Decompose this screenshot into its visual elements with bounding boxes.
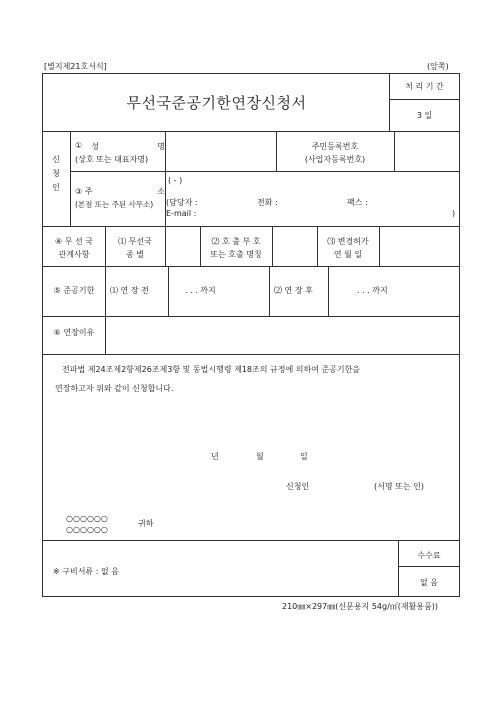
email-label: E-mail : [166, 209, 197, 218]
front-side-label: (앞쪽) [427, 62, 449, 71]
statement-line-1: 전파법 제24조제2항제26조제3항 및 동법시행령 제18조의 규정에 의하여 준공기한을 [62, 365, 361, 374]
page-title: 무선국준공기한연장신청서 [126, 94, 307, 112]
after-extension-value: . . . 까지 [357, 286, 388, 295]
phone-label: 전화 : [257, 198, 278, 207]
name-label: ① 성 명 (상호 또는 대표자명) [75, 141, 165, 164]
date-year: 년 [211, 452, 219, 461]
processing-period-label: 처 리 기 간 [405, 82, 444, 91]
close-paren: ) [452, 209, 456, 218]
regno-label: 주민등록번호 (사업자등록번호) [304, 142, 366, 164]
deadline-label: ⑤ 준공기한 [53, 286, 95, 295]
addressee: ○○○○○○ ○○○○○○ [66, 514, 108, 534]
station-label: ④ 무 선 국 관계사항 [55, 237, 93, 259]
callsign-label: ⑵ 호 출 부 호 또는 호출 명칭 [210, 237, 262, 259]
addressee-suffix: 귀하 [138, 519, 154, 528]
after-extension-label: ⑵ 연 장 후 [274, 286, 313, 295]
address-postcode: ( - ) [168, 176, 183, 185]
date-day: 일 [300, 452, 308, 461]
applicant-sign-label: 신청인 [286, 482, 310, 491]
reason-label: ⑥ 연장이유 [53, 328, 95, 337]
applicant-side-label: 신 청 인 [52, 155, 60, 192]
processing-period-value: 3 일 [416, 111, 433, 120]
station-kind-label: ⑴ 무선국 종 별 [118, 237, 152, 259]
change-date-label: ⑶ 변경허가 연 월 일 [327, 237, 369, 259]
date-month: 월 [256, 452, 264, 461]
sign-note: (서명 또는 인) [374, 482, 424, 491]
fax-label: 팩스 : [347, 198, 368, 207]
address-label: ③ 주 소 (본점 또는 주된 사무소) [75, 187, 165, 209]
contact-person-label: (담당자 : [166, 198, 198, 207]
statement-line-2: 연장하고자 위와 같이 신청합니다. [55, 384, 174, 393]
fee-label: 수수료 [417, 551, 441, 560]
form-number: [별지제21호서식] [44, 62, 107, 71]
before-extension-label: ⑴ 연 장 전 [110, 286, 149, 295]
before-extension-value: . . . 까지 [185, 286, 216, 295]
required-documents: ※ 구비서류 : 없 음 [53, 567, 119, 576]
paper-spec-footer: 210㎜×297㎜(신문용지 54g/㎡(재활용품)) [282, 602, 439, 611]
fee-value: 없 음 [420, 578, 438, 587]
